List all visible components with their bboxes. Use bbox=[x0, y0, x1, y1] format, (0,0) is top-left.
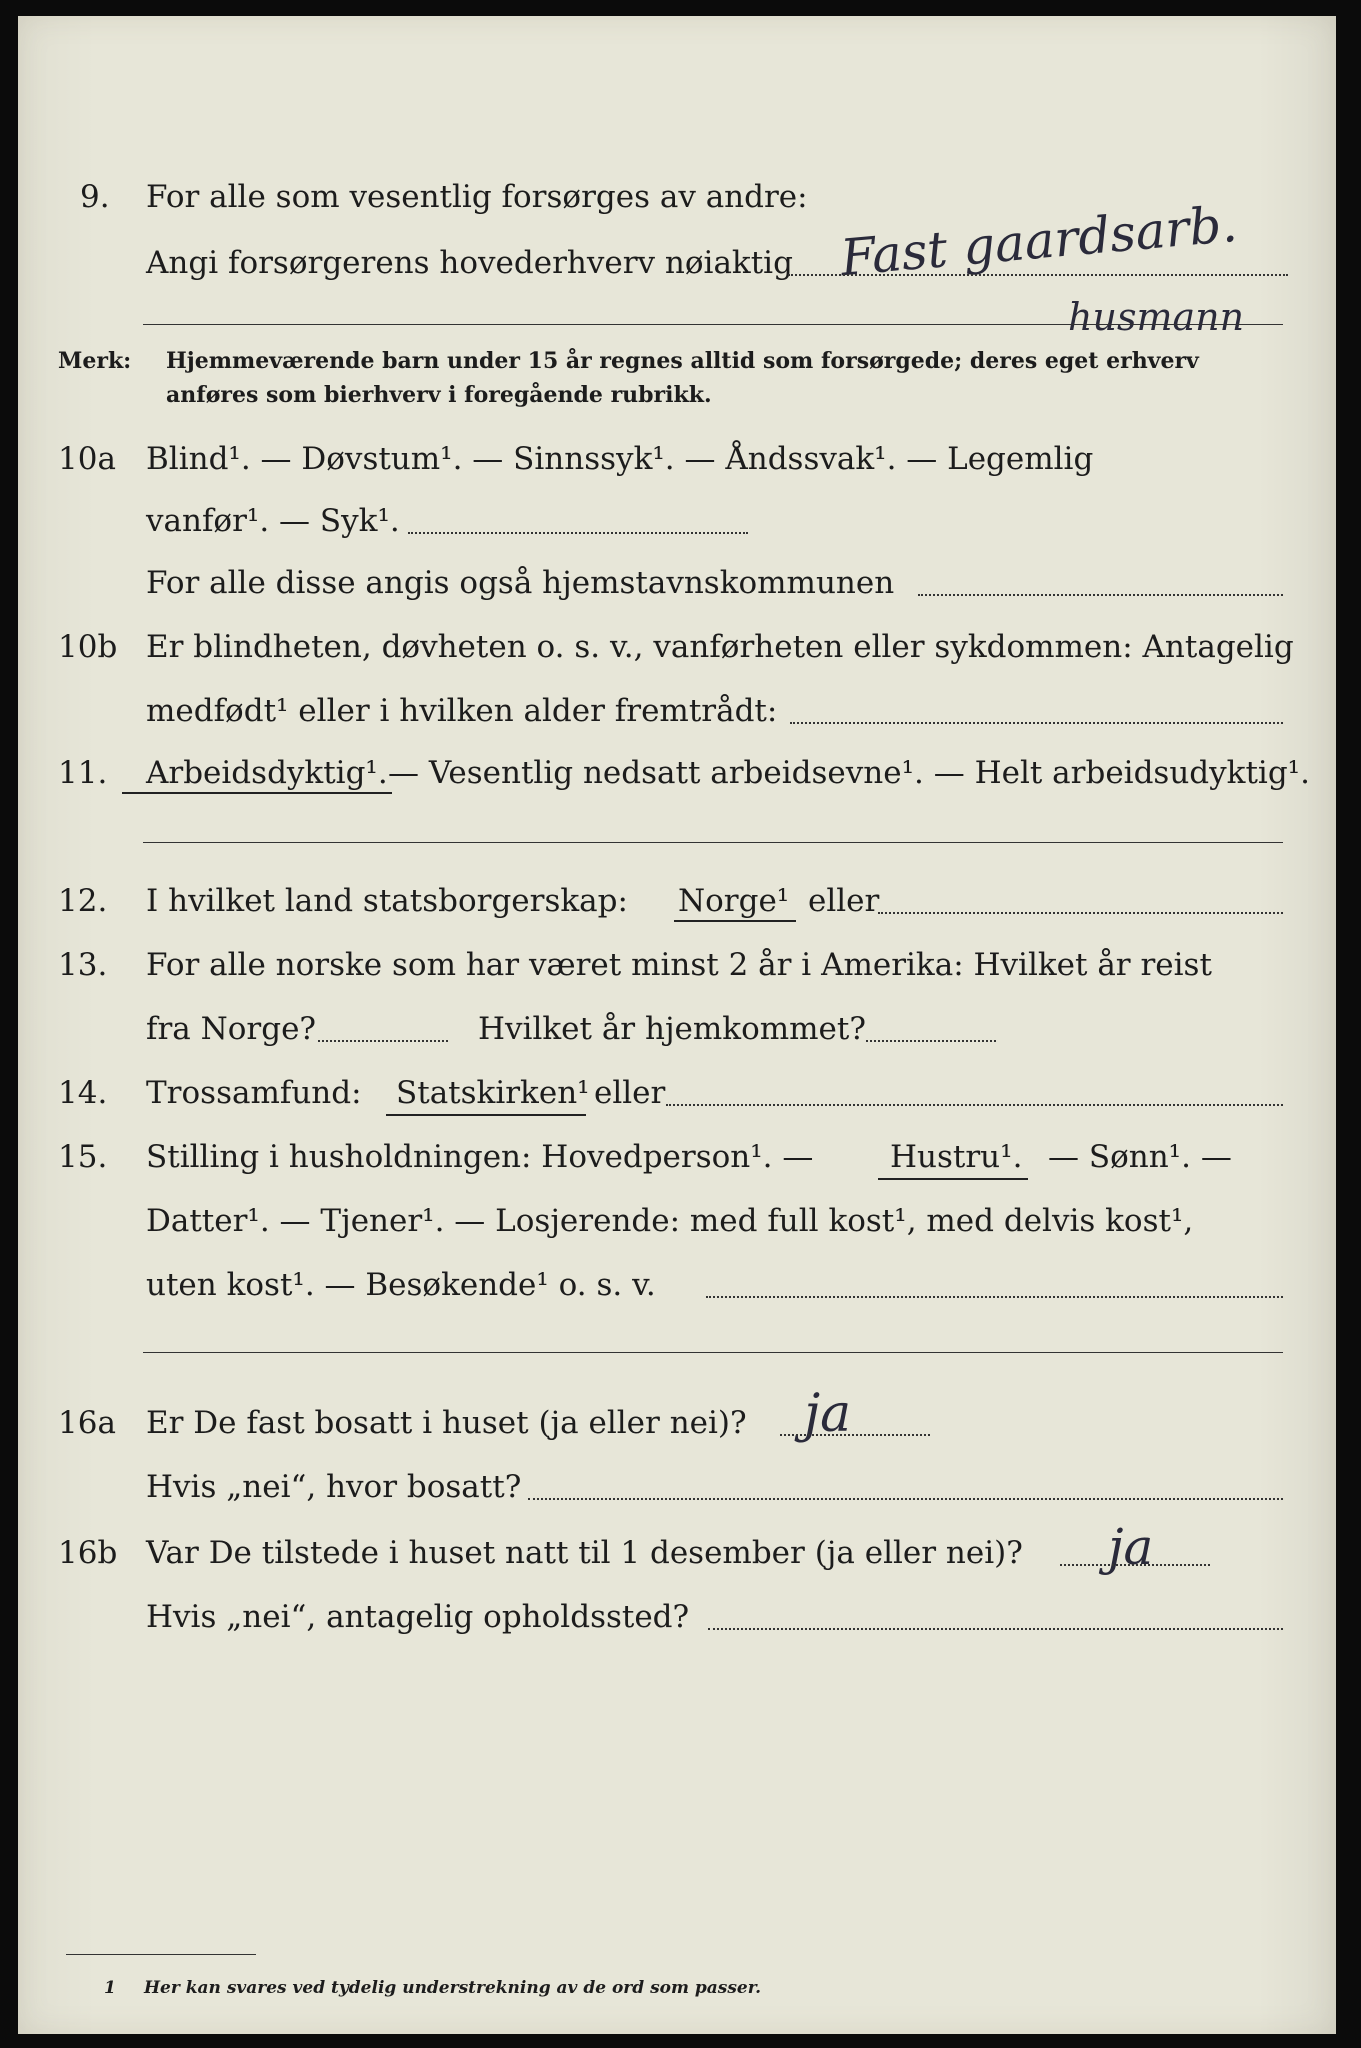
q13-left-line bbox=[318, 1040, 448, 1042]
q16b-line1: Var De tilstede i huset natt til 1 desember (ja eller nei)? bbox=[146, 1535, 1023, 1571]
q9-answer-line bbox=[788, 274, 1288, 276]
q12-option-norge: Norge¹ bbox=[678, 883, 790, 919]
q9-handwritten-answer: Fast gaardsarb. bbox=[838, 194, 1240, 288]
q12-answer-line bbox=[878, 912, 1283, 914]
q10a-line2: vanfør¹. — Syk¹. bbox=[146, 503, 400, 539]
q16b-handwritten-answer: ja bbox=[1108, 1518, 1154, 1576]
q14-answer-line bbox=[666, 1104, 1283, 1106]
q10b-answer-line bbox=[790, 722, 1283, 724]
q12-underline bbox=[674, 920, 796, 922]
q12-eller: eller bbox=[808, 883, 880, 919]
q10a-number: 10a bbox=[58, 441, 116, 477]
q15-line1a: Stilling i husholdningen: Hovedperson¹. — bbox=[146, 1139, 814, 1175]
q15-line1c: — Sønn¹. — bbox=[1048, 1139, 1232, 1175]
q15-underline bbox=[878, 1178, 1028, 1180]
q11-number: 11. bbox=[58, 755, 108, 791]
q10a-line1: Blind¹. — Døvstum¹. — Sinnssyk¹. — Åndssvak¹. — Legemlig bbox=[146, 441, 1094, 477]
q13-number: 13. bbox=[58, 947, 108, 983]
q9-line1: For alle som vesentlig forsørges av andre: bbox=[146, 179, 808, 215]
merk-label: Merk: bbox=[58, 348, 132, 374]
q16a-answer-line bbox=[780, 1434, 930, 1436]
q16a-residence-line bbox=[528, 1498, 1283, 1500]
footnote-text: Her kan svares ved tydelig understrekning av de ord som passer. bbox=[144, 1978, 762, 1998]
q16b-number: 16b bbox=[58, 1535, 118, 1571]
q16b-location-line bbox=[708, 1628, 1283, 1630]
q9-handwritten-answer-2: husmann bbox=[1068, 295, 1245, 339]
q16a-handwritten-answer: ja bbox=[804, 1384, 852, 1444]
q16b-answer-line bbox=[1060, 1564, 1210, 1566]
merk-line1: Hjemmeværende barn under 15 år regnes alltid som forsørgede; deres eget erhverv bbox=[166, 348, 1199, 374]
q9-number: 9. bbox=[80, 179, 110, 215]
q15-line2: Datter¹. — Tjener¹. — Losjerende: med full kost¹, med delvis kost¹, bbox=[146, 1203, 1194, 1239]
q14-underline bbox=[386, 1114, 586, 1116]
q11-rest: — Vesentlig nedsatt arbeidsevne¹. — Helt arbeidsudyktig¹. bbox=[388, 755, 1310, 791]
merk-line2: anføres som bierhverv i foregående rubrikk. bbox=[166, 382, 712, 408]
q15-option-hustru: Hustru¹. bbox=[890, 1139, 1023, 1175]
footnote-mark: 1 bbox=[104, 1978, 116, 1998]
q16a-line2: Hvis „nei“, hvor bosatt? bbox=[146, 1469, 522, 1505]
q13-line1: For alle norske som har været minst 2 år i Amerika: Hvilket år reist bbox=[146, 947, 1212, 983]
q10a-municipality-line bbox=[918, 594, 1283, 596]
q15-number: 15. bbox=[58, 1139, 108, 1175]
q16b-line2: Hvis „nei“, antagelig opholdssted? bbox=[146, 1599, 690, 1635]
q9-line2: Angi forsørgerens hovederhverv nøiaktig bbox=[146, 245, 793, 281]
footnote-rule bbox=[66, 1954, 256, 1955]
q11-underline bbox=[122, 792, 392, 794]
q13-right-line bbox=[866, 1040, 996, 1042]
q14-eller: eller bbox=[594, 1075, 666, 1111]
q13-line2a: fra Norge? bbox=[146, 1011, 317, 1047]
q10b-line2: medfødt¹ eller i hvilken alder fremtrådt: bbox=[146, 693, 778, 729]
q10a-sick-line bbox=[408, 532, 748, 534]
q14-text: Trossamfund: bbox=[146, 1075, 362, 1111]
q14-number: 14. bbox=[58, 1075, 108, 1111]
q16a-line1: Er De fast bosatt i huset (ja eller nei)? bbox=[146, 1405, 747, 1441]
q15-line3: uten kost¹. — Besøkende¹ o. s. v. bbox=[146, 1267, 656, 1303]
q16a-number: 16a bbox=[58, 1405, 116, 1441]
q11-option-arbeidsdyktig: Arbeidsdyktig¹. bbox=[146, 755, 388, 791]
census-form-page bbox=[18, 16, 1336, 2034]
q12-number: 12. bbox=[58, 883, 108, 919]
q10a-line3: For alle disse angis også hjemstavnskommunen bbox=[146, 565, 895, 601]
q14-option-statskirken: Statskirken¹ bbox=[396, 1075, 590, 1111]
q15-answer-line bbox=[706, 1296, 1283, 1298]
q9-continuation-line bbox=[143, 324, 1283, 325]
q10b-number: 10b bbox=[58, 629, 118, 665]
q15-continuation-line bbox=[143, 1352, 1283, 1353]
q13-line2b: Hvilket år hjemkommet? bbox=[478, 1011, 866, 1047]
q12-text: I hvilket land statsborgerskap: bbox=[146, 883, 628, 919]
q10b-line1: Er blindheten, døvheten o. s. v., vanførheten eller sykdommen: Antagelig bbox=[146, 629, 1294, 665]
q11-continuation-line bbox=[143, 842, 1283, 843]
